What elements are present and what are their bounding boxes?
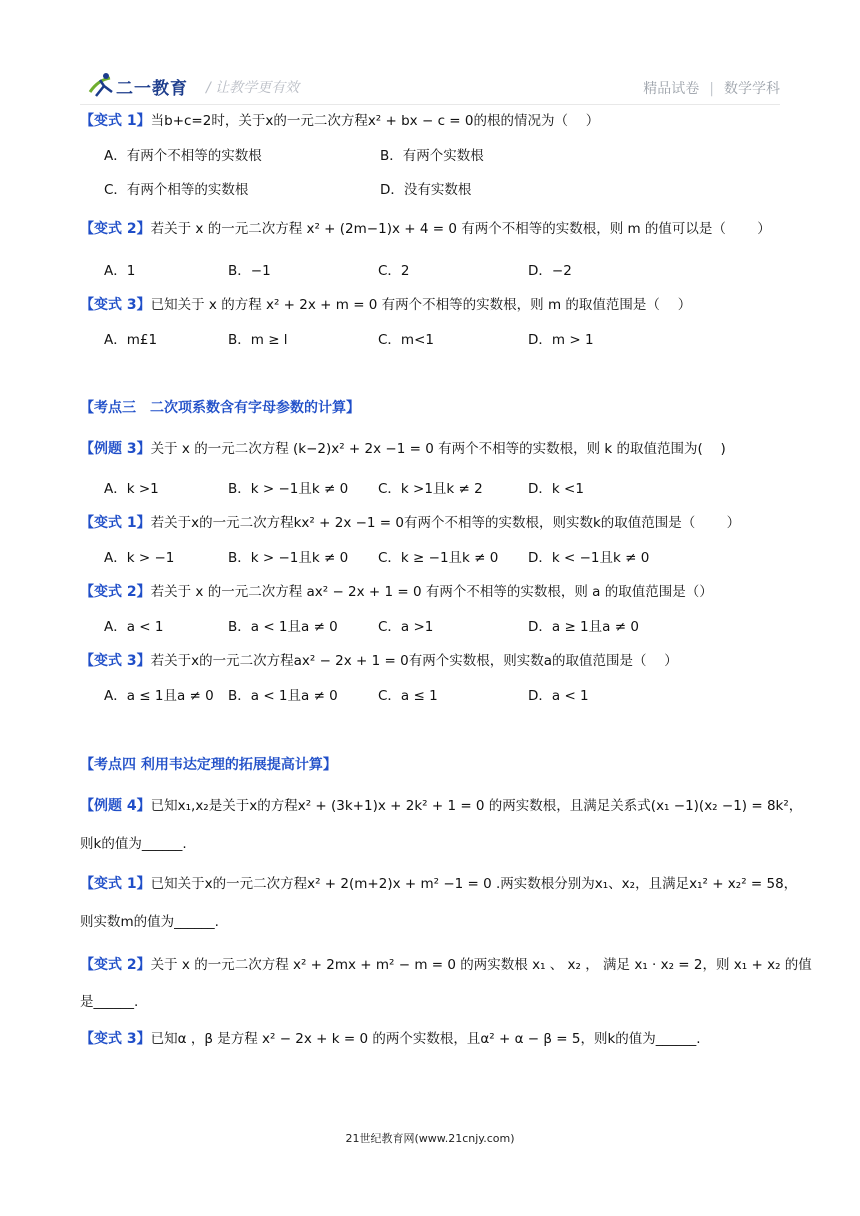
header-subject-name: 数学学科: [724, 81, 780, 97]
option-a: A．a < 1: [104, 619, 164, 635]
question-tag: 【变式 2】: [80, 584, 151, 600]
header-divider: [80, 104, 780, 105]
header-paper-type: 精品试卷: [643, 81, 700, 97]
question-text: 当b+c=2时，关于x的一元二次方程x² + bx − c = 0的根的情况为（ ）: [150, 113, 600, 129]
question-text: 若关于 x 的一元二次方程 x² + (2m−1)x + 4 = 0 有两个不相等的实数根，则 m 的值可以是（ ）: [150, 221, 771, 237]
option-c: C．有两个相等的实数根: [104, 182, 249, 198]
question-text: 是______.: [80, 994, 139, 1010]
question-line: [80, 651, 678, 671]
question-tag: 【变式 2】: [80, 221, 151, 237]
question-text: 若关于 x 的一元二次方程 ax² − 2x + 1 = 0 有两个不相等的实数根，则 a 的取值范围是（）: [150, 584, 713, 600]
question-tag: 【例题 4】: [80, 798, 151, 814]
option-c: C．m<1: [378, 332, 434, 348]
option-a: A．m£1: [104, 332, 158, 348]
option-b: B．a < 1且a ≠ 0: [228, 619, 338, 635]
option-a: A．k >1: [104, 481, 159, 497]
option-b: B．a < 1且a ≠ 0: [228, 688, 338, 704]
question-text: 则实数m的值为______.: [80, 914, 219, 930]
question-line: [80, 582, 713, 602]
option-d: D．a ≥ 1且a ≠ 0: [528, 619, 639, 635]
question-line: [80, 513, 740, 533]
option-d: D．k <1: [528, 481, 584, 497]
question-text: 关于 x 的一元二次方程 x² + 2mx + m² − m = 0 的两实数根 x₁ 、 x₂ ， 满足 x₁ · x₂ = 2，则 x₁ + x₂ 的值: [150, 957, 812, 973]
question-tag: 【变式 2】: [80, 957, 151, 973]
question-line: [80, 111, 599, 131]
brand-slogan: / 让教学更有效: [206, 80, 300, 96]
option-d: D．m > 1: [528, 332, 594, 348]
option-d: D．a < 1: [528, 688, 589, 704]
question-line: [80, 912, 219, 932]
option-b: B．k > −1且k ≠ 0: [228, 481, 349, 497]
question-line: [80, 834, 187, 854]
option-a: A．有两个不相等的实数根: [104, 148, 262, 164]
brand-name: 二一教育: [116, 79, 188, 99]
header-subject: [643, 78, 780, 98]
option-a: A．k > −1: [104, 550, 175, 566]
option-d: D．没有实数根: [380, 182, 472, 198]
question-tag: 【变式 1】: [80, 876, 151, 892]
question-text: 已知关于 x 的方程 x² + 2x + m = 0 有两个不相等的实数根，则 m 的取值范围是（ ）: [150, 297, 692, 313]
question-line: [80, 796, 802, 816]
option-c: C．a ≤ 1: [378, 688, 438, 704]
option-c: C．k >1且k ≠ 2: [378, 481, 483, 497]
option-c: C．a >1: [378, 619, 434, 635]
question-text: 若关于x的一元二次方程ax² − 2x + 1 = 0有两个实数根，则实数a的取值范围是（ ）: [150, 653, 678, 669]
question-line: [80, 1029, 701, 1049]
question-tag: 【变式 3】: [80, 1031, 151, 1047]
question-line: [80, 439, 726, 459]
option-b: B．−1: [228, 263, 271, 279]
question-tag: 【变式 1】: [80, 113, 151, 129]
section-heading: 【考点四 利用韦达定理的拓展提高计算】: [80, 757, 337, 773]
question-line: [80, 295, 691, 315]
question-tag: 【变式 1】: [80, 515, 151, 531]
option-a: A．a ≤ 1且a ≠ 0: [104, 688, 214, 704]
question-line: [80, 955, 812, 975]
question-tag: 【变式 3】: [80, 297, 151, 313]
header-separator: |: [709, 81, 714, 97]
question-text: 已知α ，β 是方程 x² − 2x + k = 0 的两个实数根，且α² + α − β = 5，则k的值为______.: [150, 1031, 701, 1047]
option-b: B．m ≥ l: [228, 332, 288, 348]
question-line: [80, 874, 797, 894]
question-tag: 【例题 3】: [80, 441, 151, 457]
question-text: 关于 x 的一元二次方程 (k−2)x² + 2x −1 = 0 有两个不相等的实数根，则 k 的取值范围为( ): [150, 441, 726, 457]
question-text: 则k的值为______.: [80, 836, 187, 852]
option-b: B．有两个实数根: [380, 148, 484, 164]
page-footer: 21世纪教育网(www.21cnjy.com): [345, 1132, 515, 1145]
option-c: C．k ≥ −1且k ≠ 0: [378, 550, 499, 566]
option-b: B．k > −1且k ≠ 0: [228, 550, 349, 566]
question-text: 已知关于x的一元二次方程x² + 2(m+2)x + m² −1 = 0 .两实数根分别为x₁、x₂，且满足x₁² + x₂² = 58，: [150, 876, 798, 892]
question-text: 已知x₁,x₂是关于x的方程x² + (3k+1)x + 2k² + 1 = 0 的两实数根，且满足关系式(x₁ −1)(x₂ −1) = 8k²，: [150, 798, 803, 814]
option-d: D．−2: [528, 263, 572, 279]
question-line: [80, 992, 138, 1012]
question-text: 若关于x的一元二次方程kx² + 2x −1 = 0有两个不相等的实数根，则实数k的取值范围是（ ）: [150, 515, 741, 531]
section-heading: 【考点三 二次项系数含有字母参数的计算】: [80, 400, 360, 416]
question-tag: 【变式 3】: [80, 653, 151, 669]
option-a: A．1: [104, 263, 136, 279]
option-d: D．k < −1且k ≠ 0: [528, 550, 650, 566]
question-line: [80, 219, 771, 239]
option-c: C．2: [378, 263, 410, 279]
